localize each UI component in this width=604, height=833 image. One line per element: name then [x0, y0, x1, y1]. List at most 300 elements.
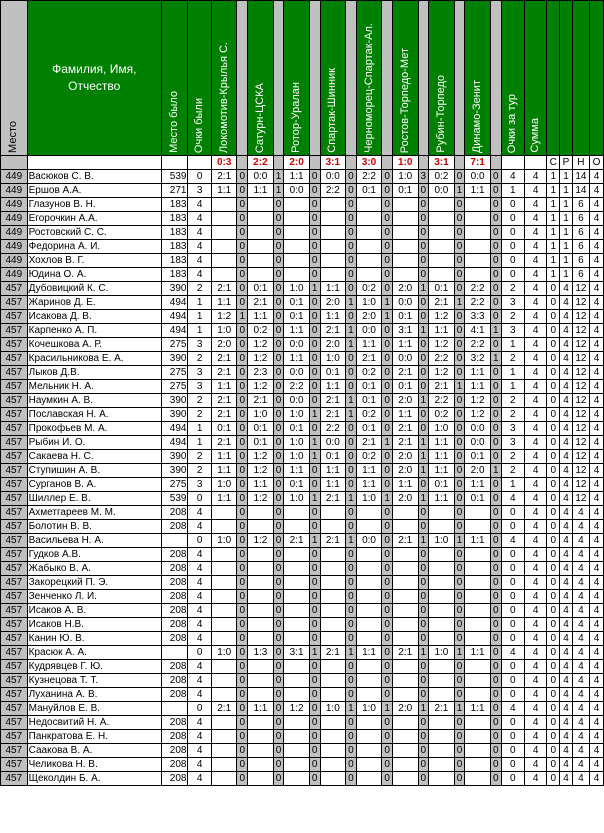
- table-cell: 4: [560, 422, 573, 436]
- table-cell: 0: [346, 632, 357, 646]
- table-cell: 0: [547, 688, 560, 702]
- table-cell: 2:2: [429, 352, 455, 366]
- table-cell: 457: [1, 436, 28, 450]
- table-cell: 0:0: [392, 352, 418, 366]
- table-cell: 6: [572, 254, 589, 268]
- table-cell: 1:1: [211, 450, 237, 464]
- table-cell: 1:1: [392, 408, 418, 422]
- table-cell: 0: [418, 198, 429, 212]
- table-cell: 1: [346, 408, 357, 422]
- table-cell: 0: [418, 548, 429, 562]
- table-cell: 0: [346, 618, 357, 632]
- table-cell: 0: [547, 282, 560, 296]
- table-cell: 4: [589, 324, 603, 338]
- table-cell: 12: [572, 324, 589, 338]
- table-cell: 0: [490, 674, 501, 688]
- table-cell: [356, 506, 382, 520]
- table-cell: Лыков Д.В.: [27, 366, 161, 380]
- table-cell: 0: [382, 352, 393, 366]
- table-cell: 0: [490, 436, 501, 450]
- table-cell: 4: [589, 576, 603, 590]
- table-cell: 0: [501, 240, 524, 254]
- table-cell: 0: [188, 492, 211, 506]
- table-cell: 1:1: [465, 366, 491, 380]
- table-cell: 494: [161, 436, 188, 450]
- table-cell: 0:0: [284, 394, 310, 408]
- table-cell: [211, 520, 237, 534]
- table-cell: 12: [572, 282, 589, 296]
- table-cell: 0:1: [284, 296, 310, 310]
- table-cell: 0: [237, 198, 248, 212]
- table-cell: 1: [346, 492, 357, 506]
- table-cell: 3:3: [465, 310, 491, 324]
- table-cell: 183: [161, 212, 188, 226]
- table-cell: 4: [524, 394, 546, 408]
- table-cell: 0: [237, 576, 248, 590]
- table-cell: 4: [589, 744, 603, 758]
- table-cell: 457: [1, 716, 28, 730]
- table-cell: 0: [382, 744, 393, 758]
- table-cell: 4: [560, 562, 573, 576]
- table-cell: 0: [454, 338, 465, 352]
- table-cell: 0: [382, 268, 393, 282]
- table-cell: 0: [273, 702, 284, 716]
- table-cell: 457: [1, 380, 28, 394]
- table-row: [1, 436, 604, 450]
- table-cell: Ступишин А. В.: [27, 464, 161, 478]
- table-cell: 1:2: [465, 394, 491, 408]
- table-cell: 0: [490, 562, 501, 576]
- table-cell: 0: [273, 506, 284, 520]
- table-cell: 2: [501, 352, 524, 366]
- table-cell: 4: [524, 548, 546, 562]
- table-cell: [465, 688, 491, 702]
- table-cell: 4: [524, 226, 546, 240]
- table-cell: [429, 674, 455, 688]
- table-cell: [211, 660, 237, 674]
- table-cell: 4: [524, 576, 546, 590]
- table-cell: 3: [501, 436, 524, 450]
- table-cell: 0: [273, 716, 284, 730]
- table-cell: 12: [572, 436, 589, 450]
- table-cell: 0: [454, 520, 465, 534]
- table-cell: 0: [237, 590, 248, 604]
- table-cell: 0: [273, 548, 284, 562]
- table-cell: 0: [418, 520, 429, 534]
- table-cell: 0: [454, 674, 465, 688]
- table-cell: 3: [501, 422, 524, 436]
- result-8: 7:1: [465, 156, 491, 170]
- table-cell: 0: [382, 590, 393, 604]
- table-cell: 1: [560, 184, 573, 198]
- table-cell: 539: [161, 492, 188, 506]
- table-cell: 4: [589, 520, 603, 534]
- header-sum: Сумма: [524, 1, 546, 156]
- table-cell: 4: [524, 282, 546, 296]
- table-cell: 0: [454, 366, 465, 380]
- table-cell: 0: [382, 618, 393, 632]
- table-cell: 0: [490, 730, 501, 744]
- table-cell: 1:1: [248, 478, 274, 492]
- table-cell: 2:1: [211, 170, 237, 184]
- table-cell: 1:2: [248, 352, 274, 366]
- table-cell: 4: [560, 576, 573, 590]
- table-cell: 4: [501, 534, 524, 548]
- table-cell: Исаков А. В.: [27, 604, 161, 618]
- header-place: Место: [1, 1, 28, 156]
- result-6: 1:0: [392, 156, 418, 170]
- table-cell: 0: [501, 618, 524, 632]
- table-cell: 0: [237, 338, 248, 352]
- table-cell: 1: [560, 240, 573, 254]
- table-cell: 2:1: [320, 646, 346, 660]
- table-cell: 4: [560, 548, 573, 562]
- table-cell: 0: [382, 212, 393, 226]
- table-cell: 4: [560, 450, 573, 464]
- table-cell: [392, 660, 418, 674]
- table-cell: 12: [572, 464, 589, 478]
- table-cell: 2:1: [211, 702, 237, 716]
- table-cell: 4: [524, 254, 546, 268]
- table-cell: 0: [418, 254, 429, 268]
- table-cell: [320, 674, 346, 688]
- table-cell: 4: [560, 674, 573, 688]
- table-cell: Закорецкий П. Э.: [27, 576, 161, 590]
- table-cell: 0: [454, 548, 465, 562]
- table-cell: 0: [273, 772, 284, 786]
- table-cell: 0: [309, 170, 320, 184]
- table-cell: 3: [501, 296, 524, 310]
- table-cell: 1: [454, 534, 465, 548]
- table-cell: 4:1: [465, 324, 491, 338]
- table-cell: 0: [490, 758, 501, 772]
- stat-header-s: С: [547, 156, 560, 170]
- table-cell: [320, 576, 346, 590]
- table-cell: Кудрявцев Г. Ю.: [27, 660, 161, 674]
- table-cell: 457: [1, 422, 28, 436]
- table-cell: [429, 548, 455, 562]
- table-cell: 0: [273, 226, 284, 240]
- table-cell: 0: [418, 422, 429, 436]
- table-cell: 0: [547, 758, 560, 772]
- table-cell: 4: [188, 618, 211, 632]
- table-cell: 0: [490, 366, 501, 380]
- table-cell: [320, 604, 346, 618]
- table-cell: 0: [382, 758, 393, 772]
- table-cell: 0:0: [429, 184, 455, 198]
- table-cell: [248, 744, 274, 758]
- table-cell: [161, 534, 188, 548]
- table-cell: 1: [273, 184, 284, 198]
- table-cell: 0: [418, 310, 429, 324]
- table-cell: Челикова Н. В.: [27, 758, 161, 772]
- table-cell: 0: [237, 422, 248, 436]
- table-cell: [211, 716, 237, 730]
- table-cell: 0: [309, 212, 320, 226]
- table-cell: [248, 604, 274, 618]
- table-cell: 0: [418, 240, 429, 254]
- table-cell: 4: [572, 548, 589, 562]
- table-cell: 0: [188, 170, 211, 184]
- table-cell: 2:2: [356, 170, 382, 184]
- table-cell: 4: [524, 422, 546, 436]
- table-cell: 1: [418, 436, 429, 450]
- table-cell: 0: [418, 380, 429, 394]
- table-cell: 0: [490, 744, 501, 758]
- table-cell: 1: [560, 226, 573, 240]
- table-cell: 4: [560, 730, 573, 744]
- table-cell: 0: [309, 562, 320, 576]
- table-row: [1, 240, 604, 254]
- table-cell: Шиллер Е. В.: [27, 492, 161, 506]
- table-cell: 4: [524, 324, 546, 338]
- table-cell: 0: [454, 716, 465, 730]
- table-cell: 0: [454, 492, 465, 506]
- table-cell: 1:0: [284, 450, 310, 464]
- table-cell: [284, 730, 310, 744]
- table-cell: 0: [382, 506, 393, 520]
- stat-header-r: Р: [560, 156, 573, 170]
- table-cell: 0: [273, 534, 284, 548]
- table-cell: 0: [454, 212, 465, 226]
- table-cell: [429, 198, 455, 212]
- table-cell: [392, 576, 418, 590]
- table-cell: 2: [188, 282, 211, 296]
- table-cell: 0: [490, 226, 501, 240]
- table-cell: 0: [237, 240, 248, 254]
- table-cell: 4: [572, 618, 589, 632]
- header-name: Фамилия, Имя, Отчество: [27, 1, 161, 156]
- table-cell: 0: [309, 324, 320, 338]
- table-cell: 0: [309, 464, 320, 478]
- table-cell: [211, 604, 237, 618]
- table-cell: [356, 590, 382, 604]
- table-cell: 4: [524, 268, 546, 282]
- table-cell: 457: [1, 772, 28, 786]
- table-cell: 0: [382, 576, 393, 590]
- table-cell: 1: [418, 450, 429, 464]
- table-row: [1, 450, 604, 464]
- table-row: [1, 660, 604, 674]
- stat-header-n: Н: [572, 156, 589, 170]
- table-cell: 0: [346, 716, 357, 730]
- table-cell: 0: [490, 716, 501, 730]
- table-cell: 1:1: [248, 184, 274, 198]
- table-cell: 0: [490, 170, 501, 184]
- table-cell: 1: [309, 282, 320, 296]
- table-cell: [465, 730, 491, 744]
- table-cell: 4: [572, 562, 589, 576]
- table-cell: 1: [418, 646, 429, 660]
- table-cell: [356, 576, 382, 590]
- table-cell: [356, 744, 382, 758]
- table-cell: 2: [188, 464, 211, 478]
- table-cell: 2: [188, 394, 211, 408]
- table-cell: Недосвитий Н. А.: [27, 716, 161, 730]
- table-cell: 0: [188, 702, 211, 716]
- table-cell: Ростовский С. С.: [27, 226, 161, 240]
- table-cell: 0: [547, 366, 560, 380]
- table-cell: [356, 758, 382, 772]
- table-cell: 0: [454, 324, 465, 338]
- table-cell: 2:0: [320, 338, 346, 352]
- table-cell: 0: [309, 674, 320, 688]
- table-cell: 4: [524, 366, 546, 380]
- table-cell: 1:1: [284, 324, 310, 338]
- table-cell: 390: [161, 408, 188, 422]
- table-cell: 1: [501, 478, 524, 492]
- table-cell: 0:1: [284, 310, 310, 324]
- table-cell: 0: [273, 590, 284, 604]
- table-cell: 449: [1, 254, 28, 268]
- table-cell: 4: [188, 632, 211, 646]
- table-cell: [284, 212, 310, 226]
- table-cell: 1:0: [284, 492, 310, 506]
- table-cell: 1:1: [392, 478, 418, 492]
- table-cell: 4: [589, 590, 603, 604]
- table-cell: 4: [560, 772, 573, 786]
- table-cell: Рыбин И. О.: [27, 436, 161, 450]
- table-cell: Дубовицкий К. С.: [27, 282, 161, 296]
- table-cell: 4: [560, 492, 573, 506]
- table-cell: 0: [309, 240, 320, 254]
- table-cell: [248, 254, 274, 268]
- table-cell: 390: [161, 464, 188, 478]
- table-cell: Сурганов В. А.: [27, 478, 161, 492]
- table-cell: 0: [346, 198, 357, 212]
- table-cell: 0: [490, 198, 501, 212]
- table-row: [1, 478, 604, 492]
- table-cell: 0: [547, 492, 560, 506]
- table-cell: 0: [501, 660, 524, 674]
- result-1: 0:3: [211, 156, 237, 170]
- table-cell: [284, 268, 310, 282]
- table-cell: 1:2: [248, 338, 274, 352]
- table-cell: 0: [309, 702, 320, 716]
- table-cell: 4: [572, 590, 589, 604]
- table-cell: 0: [547, 506, 560, 520]
- table-cell: 1: [273, 170, 284, 184]
- table-cell: 0: [547, 394, 560, 408]
- table-cell: 457: [1, 282, 28, 296]
- table-cell: 457: [1, 744, 28, 758]
- table-cell: 0: [346, 240, 357, 254]
- table-cell: 0: [382, 408, 393, 422]
- table-cell: 0: [309, 744, 320, 758]
- table-cell: 4: [560, 618, 573, 632]
- table-cell: 183: [161, 254, 188, 268]
- table-cell: [211, 198, 237, 212]
- table-row: [1, 212, 604, 226]
- header-match-6: Ростов-Торпедо-Мет: [392, 1, 418, 156]
- table-cell: 0: [237, 492, 248, 506]
- table-cell: 0: [273, 758, 284, 772]
- table-cell: 0: [273, 268, 284, 282]
- table-cell: [429, 226, 455, 240]
- table-cell: 2: [501, 408, 524, 422]
- table-cell: 0:1: [248, 282, 274, 296]
- table-cell: 0: [454, 170, 465, 184]
- table-cell: 0: [346, 674, 357, 688]
- table-cell: 0: [454, 562, 465, 576]
- table-cell: 0: [454, 758, 465, 772]
- table-cell: 0: [346, 520, 357, 534]
- table-cell: 4: [188, 576, 211, 590]
- table-cell: [211, 772, 237, 786]
- table-cell: 0: [490, 254, 501, 268]
- table-cell: 0: [382, 170, 393, 184]
- table-cell: 208: [161, 618, 188, 632]
- table-cell: 0: [273, 324, 284, 338]
- table-cell: 1:2: [429, 310, 455, 324]
- table-cell: 4: [524, 212, 546, 226]
- table-cell: [248, 688, 274, 702]
- table-cell: 457: [1, 576, 28, 590]
- table-cell: 0: [382, 240, 393, 254]
- table-cell: 1:3: [248, 646, 274, 660]
- table-cell: 0: [273, 478, 284, 492]
- table-cell: 0:2: [356, 366, 382, 380]
- table-cell: [465, 520, 491, 534]
- table-cell: [356, 240, 382, 254]
- table-cell: [284, 590, 310, 604]
- table-cell: 4: [572, 674, 589, 688]
- table-cell: 0: [382, 198, 393, 212]
- table-cell: 1:1: [429, 464, 455, 478]
- table-cell: [211, 744, 237, 758]
- table-cell: [356, 772, 382, 786]
- table-cell: 0: [309, 254, 320, 268]
- table-cell: 4: [501, 646, 524, 660]
- table-cell: 275: [161, 338, 188, 352]
- table-cell: 0: [273, 408, 284, 422]
- table-cell: 390: [161, 450, 188, 464]
- table-cell: 0: [309, 268, 320, 282]
- table-cell: [248, 674, 274, 688]
- table-cell: 0: [309, 590, 320, 604]
- table-cell: 0: [382, 282, 393, 296]
- table-cell: 12: [572, 408, 589, 422]
- table-cell: 0:0: [465, 170, 491, 184]
- table-cell: 0: [547, 408, 560, 422]
- table-cell: 4: [560, 744, 573, 758]
- table-cell: 0: [309, 310, 320, 324]
- table-cell: 0: [547, 352, 560, 366]
- table-cell: 1: [560, 198, 573, 212]
- table-cell: 457: [1, 688, 28, 702]
- table-cell: [356, 716, 382, 730]
- table-cell: 0: [490, 380, 501, 394]
- table-cell: 1: [309, 646, 320, 660]
- table-cell: 208: [161, 590, 188, 604]
- table-cell: 457: [1, 632, 28, 646]
- table-cell: 4: [524, 184, 546, 198]
- table-cell: 0: [237, 716, 248, 730]
- table-cell: 4: [188, 562, 211, 576]
- table-cell: 0: [273, 366, 284, 380]
- table-cell: [320, 506, 346, 520]
- table-cell: 1: [309, 450, 320, 464]
- table-cell: 457: [1, 758, 28, 772]
- table-cell: 4: [524, 562, 546, 576]
- table-cell: 0: [346, 436, 357, 450]
- table-cell: 0: [501, 268, 524, 282]
- table-cell: 208: [161, 548, 188, 562]
- table-cell: 4: [524, 646, 546, 660]
- table-cell: 0: [273, 254, 284, 268]
- table-cell: 0:0: [284, 366, 310, 380]
- table-cell: 4: [188, 198, 211, 212]
